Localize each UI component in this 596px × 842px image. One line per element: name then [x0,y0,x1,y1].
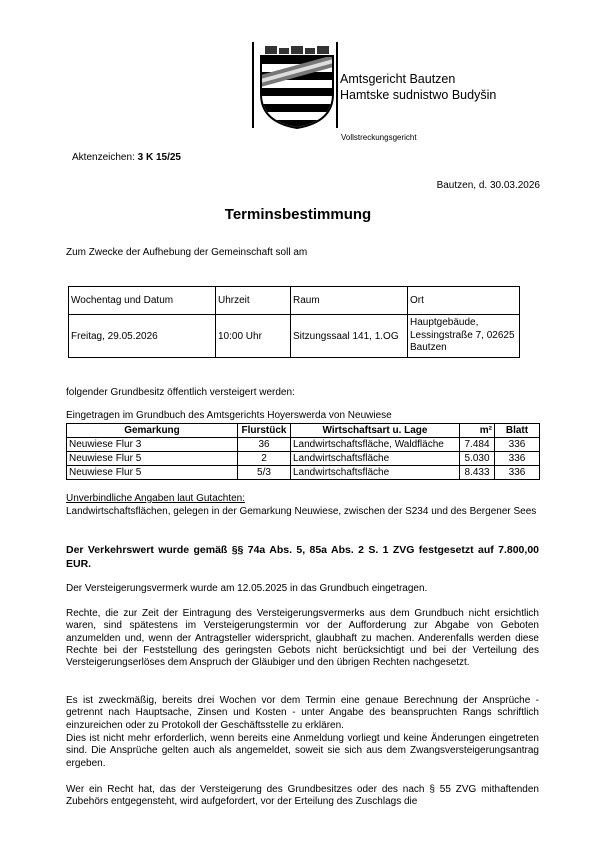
parcel-gemarkung: Neuwiese Flur 5 [67,452,238,466]
parcel-area: 8.433 [460,466,495,480]
parcel-area: 5.030 [460,452,495,466]
parcel-header-area: m² [460,424,495,438]
termin-place: Hauptgebäude, Lessingstraße 7, 02625 Bautzen [408,315,520,358]
parcel-flurstueck: 5/3 [238,466,291,480]
header-divider-right [336,42,338,128]
termin-header-place: Ort [408,287,520,315]
page-title: Terminsbestimmung [224,206,372,223]
parcel-wirtschaftsart: Landwirtschaftsfläche [291,466,460,480]
parcel-table [66,423,540,480]
termin-header-date: Wochentag und Datum [69,287,216,315]
court-name-german: Amtsgericht Bautzen [340,72,456,86]
gutachten-text: Landwirtschaftsflächen, gelegen in der Gemarkung Neuwiese, zwischen der S234 und des Bergener Sees [66,506,537,517]
parcel-flurstueck: 36 [238,438,291,452]
header-divider-left [252,42,254,128]
parcel-wirtschaftsart: Landwirtschaftsfläche [291,452,460,466]
case-number [72,152,181,163]
parcel-flurstueck: 2 [238,452,291,466]
verkehrswert-text: Der Verkehrswert wurde gemäß §§ 74a Abs. 5, 85a Abs. 2 S. 1 ZVG festgesetzt auf 7.800,00 EUR. [66,544,539,570]
rechte-text: Rechte, die zur Zeit der Eintragung des Versteigerungsvermerks aus dem Grundbuch nicht ersichtlich waren, sind spätestens im Versteigerungstermin vor der Aufforderung zur Abgabe von Geboten anzumelden und, wenn der Antragsteller widerspricht, glaubhaft zu machen. Anderenfalls werden diese Rechte bei der Feststellung des geringsten Gebots nicht berücksichtigt und bei der Verteilung des Versteigerungserlöses dem Anspruch der Gläubiger und den übrigen Rechten nachgesetzt. [66,608,539,669]
termin-time: 10:00 Uhr [216,315,291,358]
parcel-gemarkung: Neuwiese Flur 3 [67,438,238,452]
table-row [67,452,540,466]
table-row [67,466,540,480]
table-row [67,438,540,452]
termin-date: Freitag, 29.05.2026 [69,315,216,358]
auction-text: folgender Grundbesitz öffentlich versteigert werden: [66,387,295,398]
vermerk-text: Der Versteigerungsvermerk wurde am 12.05.2025 in das Grundbuch eingetragen. [66,583,428,594]
termin-header-room: Raum [291,287,408,315]
termin-header-time: Uhrzeit [216,287,291,315]
parcel-gemarkung: Neuwiese Flur 5 [67,466,238,480]
court-department: Vollstreckungsgericht [341,133,417,142]
parcel-blatt: 336 [495,438,540,452]
parcel-header-wirtschaftsart: Wirtschaftsart u. Lage [291,424,460,438]
wer-recht-text: Wer ein Recht hat, das der Versteigerung des Grundbesitzes oder des nach § 55 ZVG mithaftenden Zubehörs entgegensteht, wird aufgefordert, vor der Erteilung des Zuschlags die [66,784,539,808]
parcel-header-gemarkung: Gemarkung [67,424,238,438]
parcel-wirtschaftsart: Landwirtschaftsfläche, Waldfläche [291,438,460,452]
place-date: Bautzen, d. 30.03.2026 [436,180,540,191]
parcel-area: 7.484 [460,438,495,452]
case-number-value: 3 K 15/25 [137,152,181,163]
parcel-blatt: 336 [495,452,540,466]
parcel-header-flurstueck: Flurstück [238,424,291,438]
zweckmaessig-text-2: Dies ist nicht mehr erforderlich, wenn bereits eine Anmeldung vorliegt und keine Änderungen eingetreten sind. Die Ansprüche gelten auch als angemeldet, soweit sie sich aus dem Zwangsversteigerungsantrag ergeben. [66,733,539,769]
intro-text: Zum Zwecke der Aufhebung der Gemeinschaft soll am [66,247,308,258]
termin-table [68,286,520,358]
gutachten-heading: Unverbindliche Angaben laut Gutachten: [66,493,246,504]
case-number-label: Aktenzeichen: [72,152,135,163]
termin-room: Sitzungssaal 141, 1.OG [291,315,408,358]
court-name-sorbian: Hamtske sudnistwo Budyšin [340,88,497,102]
parcel-header-blatt: Blatt [495,424,540,438]
parcel-blatt: 336 [495,466,540,480]
zweckmaessig-text-1: Es ist zweckmäßig, bereits drei Wochen vor dem Termin eine genaue Berechnung der Ansprüche - getrennt nach Hauptsache, Zinsen und Kosten - unter Angabe des beanspruchten Rangs schriftlich einzureichen oder zu Protokoll der Geschäftsstelle zu erklären. [66,695,539,731]
coat-of-arms-icon [257,46,337,130]
grundbuch-text: Eingetragen im Grundbuch des Amtsgerichts Hoyerswerda von Neuwiese [66,410,392,421]
